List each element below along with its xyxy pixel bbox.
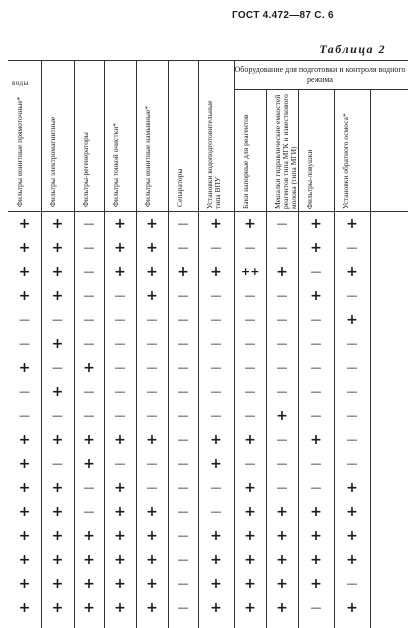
- plus-mark: +: [114, 480, 126, 496]
- plus-mark: +: [244, 576, 256, 592]
- dash-mark: —: [177, 529, 189, 542]
- plus-mark: +: [210, 576, 222, 592]
- dash-mark: —: [346, 241, 358, 254]
- dash-mark: —: [114, 289, 126, 302]
- dash-mark: —: [244, 337, 256, 350]
- dash-mark: —: [310, 313, 322, 326]
- plus-mark: +: [276, 264, 288, 280]
- column-divider: [41, 61, 42, 628]
- column-divider: [298, 89, 299, 628]
- plus-mark: +: [51, 264, 64, 280]
- plus-mark: +: [244, 504, 256, 520]
- plus-mark: +: [51, 240, 64, 256]
- plus-mark: +: [276, 552, 288, 568]
- dash-mark: —: [346, 385, 358, 398]
- column-divider: [334, 89, 335, 628]
- plus-mark: +: [51, 480, 64, 496]
- column-header: Фильтры ионитные прямоточные*: [15, 96, 24, 207]
- plus-mark: +: [18, 264, 31, 280]
- dash-mark: —: [177, 553, 189, 566]
- column-divider: [234, 61, 235, 628]
- dash-mark: —: [52, 361, 63, 374]
- plus-mark: ++: [241, 265, 260, 278]
- plus-mark: +: [276, 528, 288, 544]
- dash-mark: —: [276, 361, 288, 374]
- dash-mark: —: [310, 409, 322, 422]
- plus-mark: +: [18, 552, 31, 568]
- plus-mark: +: [51, 336, 64, 352]
- plus-mark: +: [146, 240, 158, 256]
- dash-mark: —: [276, 385, 288, 398]
- plus-mark: +: [18, 504, 31, 520]
- dash-mark: —: [210, 505, 222, 518]
- dash-mark: —: [114, 313, 126, 326]
- column-header: Фильтры-регенераторы: [81, 132, 90, 207]
- dash-mark: —: [83, 409, 95, 422]
- column-divider: [198, 61, 199, 628]
- dash-mark: —: [83, 481, 95, 494]
- dash-mark: —: [310, 361, 322, 374]
- plus-mark: +: [310, 216, 322, 232]
- dash-mark: —: [346, 457, 358, 470]
- dash-mark: —: [276, 337, 288, 350]
- dash-mark: —: [310, 385, 322, 398]
- group-header: Оборудование для подготовки и контроля водного режима: [234, 65, 406, 84]
- plus-mark: +: [83, 456, 95, 472]
- dash-mark: —: [83, 313, 95, 326]
- dash-mark: —: [177, 505, 189, 518]
- plus-mark: +: [244, 528, 256, 544]
- plus-mark: +: [146, 264, 158, 280]
- dash-mark: —: [210, 289, 222, 302]
- plus-mark: +: [146, 504, 158, 520]
- dash-mark: —: [310, 337, 322, 350]
- dash-mark: —: [114, 361, 126, 374]
- plus-mark: +: [244, 480, 256, 496]
- plus-mark: +: [51, 384, 64, 400]
- plus-mark: +: [83, 528, 95, 544]
- dash-mark: —: [346, 433, 358, 446]
- plus-mark: +: [51, 432, 64, 448]
- plus-mark: +: [18, 288, 31, 304]
- dash-mark: —: [177, 241, 189, 254]
- corner-note: воды: [12, 79, 29, 87]
- plus-mark: +: [244, 216, 256, 232]
- plus-mark: +: [244, 432, 256, 448]
- plus-mark: +: [18, 480, 31, 496]
- plus-mark: +: [83, 432, 95, 448]
- dash-mark: —: [177, 337, 189, 350]
- dash-mark: —: [244, 289, 256, 302]
- dash-mark: —: [276, 313, 288, 326]
- dash-mark: —: [177, 601, 189, 614]
- column-divider: [136, 61, 137, 628]
- dash-mark: —: [177, 433, 189, 446]
- dash-mark: —: [210, 409, 222, 422]
- plus-mark: +: [114, 240, 126, 256]
- plus-mark: +: [114, 216, 126, 232]
- dash-mark: —: [346, 361, 358, 374]
- dash-mark: —: [19, 385, 30, 398]
- dash-mark: —: [244, 241, 256, 254]
- plus-mark: +: [310, 552, 322, 568]
- dash-mark: —: [310, 601, 322, 614]
- dash-mark: —: [177, 313, 189, 326]
- dash-mark: —: [177, 289, 189, 302]
- dash-mark: —: [177, 385, 189, 398]
- dash-mark: —: [276, 433, 288, 446]
- plus-mark: +: [276, 576, 288, 592]
- plus-mark: +: [346, 504, 358, 520]
- plus-mark: +: [51, 504, 64, 520]
- dash-mark: —: [177, 409, 189, 422]
- column-divider: [370, 89, 371, 628]
- plus-mark: +: [210, 216, 222, 232]
- dash-mark: —: [146, 409, 158, 422]
- dash-mark: —: [210, 337, 222, 350]
- plus-mark: +: [18, 216, 31, 232]
- dash-mark: —: [83, 241, 95, 254]
- column-header: Сепараторы: [175, 168, 184, 207]
- dash-mark: —: [19, 337, 30, 350]
- plus-mark: +: [83, 600, 95, 616]
- column-header: Фильтры ионитные намывные*: [143, 106, 152, 207]
- plus-mark: +: [146, 216, 158, 232]
- plus-mark: +: [346, 528, 358, 544]
- plus-mark: +: [276, 504, 288, 520]
- dash-mark: —: [244, 457, 256, 470]
- dash-mark: —: [210, 361, 222, 374]
- dash-mark: —: [210, 241, 222, 254]
- dash-mark: —: [114, 385, 126, 398]
- plus-mark: +: [83, 360, 95, 376]
- dash-mark: —: [346, 289, 358, 302]
- plus-mark: +: [244, 552, 256, 568]
- dash-mark: —: [244, 313, 256, 326]
- plus-mark: +: [18, 528, 31, 544]
- document-reference: ГОСТ 4.472—87 С. 6: [232, 10, 334, 21]
- column-header: Баки напорные для реагентов: [241, 114, 250, 209]
- plus-mark: +: [346, 216, 358, 232]
- plus-mark: +: [210, 264, 222, 280]
- plus-mark: +: [346, 264, 358, 280]
- dash-mark: —: [83, 289, 95, 302]
- plus-mark: +: [146, 576, 158, 592]
- dash-mark: —: [310, 265, 322, 278]
- plus-mark: +: [51, 576, 64, 592]
- dash-mark: —: [210, 385, 222, 398]
- dash-mark: —: [177, 361, 189, 374]
- dash-mark: —: [114, 457, 126, 470]
- dash-mark: —: [276, 289, 288, 302]
- plus-mark: +: [346, 480, 358, 496]
- plus-mark: +: [146, 600, 158, 616]
- dash-mark: —: [19, 409, 30, 422]
- plus-mark: +: [310, 504, 322, 520]
- dash-mark: —: [83, 217, 95, 230]
- plus-mark: +: [18, 600, 31, 616]
- plus-mark: +: [114, 504, 126, 520]
- dash-mark: —: [276, 241, 288, 254]
- dash-mark: —: [83, 505, 95, 518]
- plus-mark: +: [83, 552, 95, 568]
- dash-mark: —: [83, 385, 95, 398]
- table: [8, 60, 408, 628]
- dash-mark: —: [146, 337, 158, 350]
- column-divider: [104, 61, 105, 628]
- dash-mark: —: [114, 409, 126, 422]
- plus-mark: +: [346, 600, 358, 616]
- dash-mark: —: [52, 313, 63, 326]
- dash-mark: —: [177, 481, 189, 494]
- plus-mark: +: [51, 552, 64, 568]
- dash-mark: —: [244, 361, 256, 374]
- plus-mark: +: [114, 552, 126, 568]
- plus-mark: +: [114, 576, 126, 592]
- column-divider: [74, 61, 75, 628]
- column-header: Мешалки гидравлические емкостей реагентов типа МГК и известкового молока (типа МГИ): [273, 94, 298, 209]
- dash-mark: —: [146, 385, 158, 398]
- dash-mark: —: [310, 457, 322, 470]
- plus-mark: +: [346, 312, 358, 328]
- dash-mark: —: [19, 313, 30, 326]
- dash-mark: —: [146, 481, 158, 494]
- plus-mark: +: [146, 432, 158, 448]
- plus-mark: +: [51, 528, 64, 544]
- dash-mark: —: [177, 217, 189, 230]
- dash-mark: —: [276, 481, 288, 494]
- dash-mark: —: [276, 457, 288, 470]
- plus-mark: +: [18, 240, 31, 256]
- dash-mark: —: [310, 481, 322, 494]
- column-header: Фильтры-ловушки: [305, 149, 314, 209]
- plus-mark: +: [276, 408, 288, 424]
- column-header: Фильтры тонкой очистки*: [111, 122, 120, 207]
- plus-mark: +: [310, 288, 322, 304]
- plus-mark: +: [210, 528, 222, 544]
- plus-mark: +: [18, 576, 31, 592]
- dash-mark: —: [210, 313, 222, 326]
- group-header-divider: [234, 89, 408, 90]
- dash-mark: —: [210, 481, 222, 494]
- dash-mark: —: [146, 361, 158, 374]
- plus-mark: +: [114, 432, 126, 448]
- plus-mark: +: [146, 552, 158, 568]
- plus-mark: +: [177, 264, 189, 280]
- dash-mark: —: [52, 457, 63, 470]
- plus-mark: +: [244, 600, 256, 616]
- plus-mark: +: [310, 432, 322, 448]
- dash-mark: —: [244, 409, 256, 422]
- dash-mark: —: [177, 457, 189, 470]
- header-bottom-divider: [8, 211, 408, 212]
- plus-mark: +: [210, 432, 222, 448]
- dash-mark: —: [114, 337, 126, 350]
- dash-mark: —: [346, 337, 358, 350]
- dash-mark: —: [346, 577, 358, 590]
- dash-mark: —: [346, 409, 358, 422]
- dash-mark: —: [276, 217, 288, 230]
- column-header: Установки водоподготовительные типа ВПУ: [205, 100, 222, 209]
- dash-mark: —: [177, 577, 189, 590]
- plus-mark: +: [310, 528, 322, 544]
- plus-mark: +: [310, 240, 322, 256]
- table-title: Таблица 2: [319, 42, 386, 56]
- column-header: Установки обратного осмоса*: [341, 113, 350, 209]
- plus-mark: +: [210, 456, 222, 472]
- plus-mark: +: [114, 600, 126, 616]
- plus-mark: +: [210, 552, 222, 568]
- plus-mark: +: [51, 216, 64, 232]
- column-divider: [266, 89, 267, 628]
- plus-mark: +: [18, 360, 31, 376]
- page-header: [0, 0, 420, 60]
- dash-mark: —: [52, 409, 63, 422]
- plus-mark: +: [114, 528, 126, 544]
- plus-mark: +: [18, 456, 31, 472]
- plus-mark: +: [146, 288, 158, 304]
- dash-mark: —: [244, 385, 256, 398]
- plus-mark: +: [83, 576, 95, 592]
- plus-mark: +: [51, 288, 64, 304]
- plus-mark: +: [18, 432, 31, 448]
- dash-mark: —: [83, 337, 95, 350]
- dash-mark: —: [146, 457, 158, 470]
- plus-mark: +: [51, 600, 64, 616]
- column-divider: [168, 61, 169, 628]
- plus-mark: +: [346, 552, 358, 568]
- plus-mark: +: [310, 576, 322, 592]
- plus-mark: +: [276, 600, 288, 616]
- column-header: Фильтры электромагнитные: [48, 116, 57, 207]
- plus-mark: +: [114, 264, 126, 280]
- dash-mark: —: [146, 313, 158, 326]
- plus-mark: +: [146, 528, 158, 544]
- plus-mark: +: [210, 600, 222, 616]
- dash-mark: —: [83, 265, 95, 278]
